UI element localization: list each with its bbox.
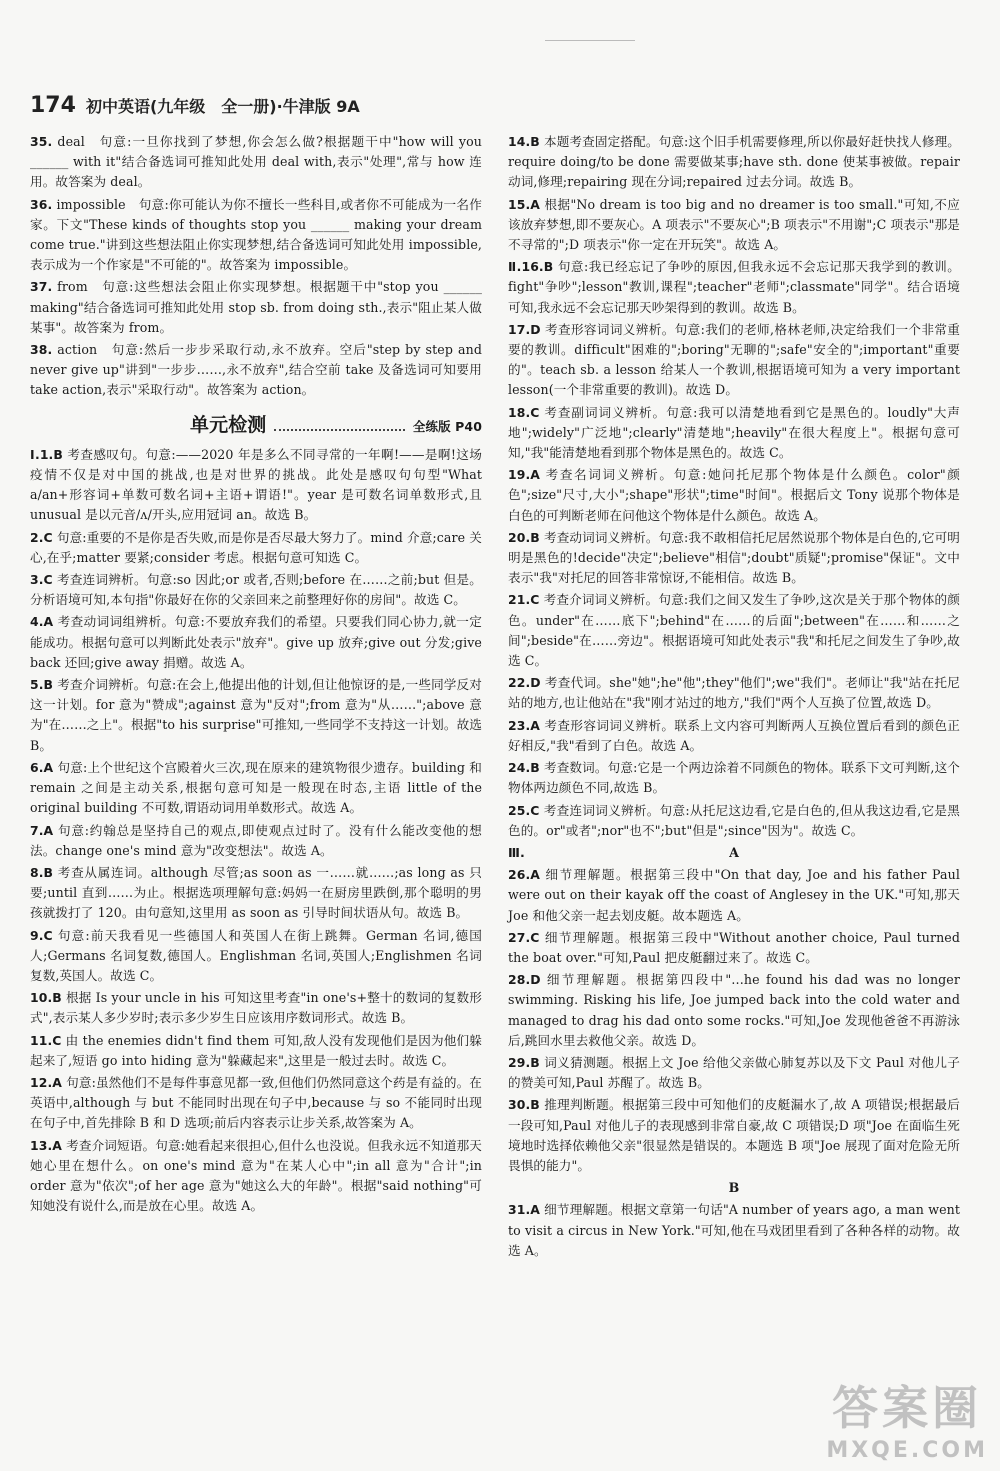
answer-number: 29.B	[508, 1054, 540, 1070]
answer-number: 12.A	[30, 1074, 62, 1090]
answer-number: 14.B	[508, 134, 540, 149]
answer-item	[30, 340, 482, 401]
answer-number: 20.B	[508, 529, 540, 545]
answer-explanation: 词义猜测题。根据上文 Joe 给他父亲做心肺复苏以及下文 Paul 对他儿子的赞美可知,Paul 苏醒了。故选 B。	[508, 1054, 961, 1091]
section-note: 全练版 P40	[412, 418, 482, 434]
answer-number: 23.A	[508, 717, 540, 733]
answer-item	[508, 716, 960, 756]
answer-item	[30, 675, 482, 756]
answer-item	[508, 1200, 960, 1261]
answer-item	[30, 1136, 482, 1217]
watermark	[826, 1372, 988, 1463]
answer-number: 5.B	[30, 677, 54, 693]
answer-number: 36.	[30, 196, 53, 212]
answer-item	[30, 528, 482, 568]
answer-explanation: 细节理解题。根据第三段中"Without another choice, Paul turned the boat over."可知,Paul 把皮艇翻过来了。故选 C。	[508, 929, 960, 965]
answer-item	[508, 758, 960, 798]
answer-item	[30, 132, 482, 193]
answer-explanation: 考查代词。she"她";he"他";they"他们";we"我们"。老师让"我"站在托尼站的地方,也让他站在"我"刚才站过的地方,"我们"两个人互换了位置,故选 D。	[508, 675, 960, 711]
answer-number: 7.A	[30, 822, 54, 838]
answer-item	[30, 758, 482, 819]
part-b-header	[508, 1178, 960, 1198]
answer-item	[508, 1053, 960, 1093]
answer-explanation: 考查介词词义辨析。句意:我们之间又发生了争吵,这次是关于那个物体的颜色。under"在……底下";behind"在……的后面";between"在……和……之间";beside"在……旁边"。根据语境可知此处表示"我"和托尼之间发生了争吵,故选 C。	[508, 592, 960, 669]
answer-explanation: 考查介词短语。句意:她看起来很担心,但什么也没说。但我永远不知道那天她心里在想什么。on one's mind 意为"在某人心中";in all 意为"合计";in order 意为"依次";of her age 意为"她这么大的年龄"。根据"said nothing"可知她没有说什么,而是放在心里。故选 A。	[30, 1137, 482, 1214]
answer-item	[30, 1073, 482, 1134]
part-a-label: A	[729, 844, 739, 860]
answer-explanation: 句意:约翰总是坚持自己的观点,即使观点过时了。没有什么能改变他的想法。change one's mind 意为"改变想法"。故选 A。	[30, 822, 482, 858]
answer-explanation: from 句意:这些想法会阻止你实现梦想。根据题干中"stop you ______ making"结合备选词可推知此处用 stop sb. from doing sth.,表示"阻止某人做某事"。故答案为 from。	[30, 279, 482, 335]
answer-explanation: 句意:前天我看见一些德国人和英国人在街上跳舞。German 名词,德国人;Germans 名词复数,德国人。Englishman 名词,英国人;Englishmen 名词复数,英国人。故选 C。	[30, 927, 482, 983]
answer-explanation: 根据 Is your uncle in his 可知这里考查"in one's+整十的数词的复数形式",表示某人多少岁时;表示多少岁生日应该用序数词形式。故选 B。	[30, 990, 482, 1026]
answer-explanation: 考查形容词词义辨析。句意:我们的老师,格林老师,决定给我们一个非常重要的教训。difficult"困难的";boring"无聊的";safe"安全的";important"重要的"。teach sb. a lesson 给某人一个教训,根据语境可知为 a very important lesson(一个非常重要的教训)。故选 D。	[508, 321, 960, 398]
answer-item	[30, 570, 482, 610]
answer-explanation: 句意:上个世纪这个宫殿着火三次,现在原来的建筑物很少遗存。building 和 remain 之间是主动关系,根据句意可知是一般现在时态,主语 little of the original building 不可数,谓语动词用单数形式。故选 A。	[30, 759, 482, 816]
answer-number: 37.	[30, 279, 53, 295]
answer-item	[508, 132, 960, 193]
answer-item	[508, 403, 960, 464]
answer-number: 31.A	[508, 1202, 540, 1218]
answer-number: Ⅰ.1.B	[30, 446, 63, 462]
answer-number: 22.D	[508, 675, 541, 691]
answer-item	[30, 277, 482, 338]
answer-item	[508, 1095, 960, 1176]
answer-number: 2.C	[30, 529, 53, 545]
answer-item	[508, 465, 960, 526]
part-three-header	[508, 843, 960, 863]
answer-explanation: 考查动词词义辨析。句意:我不敢相信托尼居然说那个物体是白色的,它可明明是黑色的!decide"决定";believe"相信";doubt"质疑";promise"保证"。文中表示"我"对托尼的回答非常惊讶,不能相信。故选 B。	[508, 529, 960, 586]
answer-explanation: 考查从属连词。although 尽管;as soon as 一……就……;as long as 只要;until 直到……为止。根据选项理解句意:妈妈一在厨房里跌倒,那个聪明的男孩就拨打了 120。由句意知,这里用 as soon as 引导时间状语从句。故选 B。	[30, 864, 482, 921]
answer-explanation: 考查形容词词义辨析。联系上文内容可判断两人互换位置后看到的颜色正好相反,"我"看到了白色。故选 A。	[508, 717, 961, 753]
answer-number: 35.	[30, 134, 53, 149]
left-column	[30, 132, 482, 1218]
answer-number: 28.D	[508, 972, 541, 988]
part-b-label: B	[728, 1180, 740, 1196]
answer-number: Ⅱ.16.B	[508, 259, 554, 275]
answer-item	[508, 673, 960, 713]
answer-explanation: 考查连词词义辨析。句意:从托尼这边看,它是白色的,但从我这边看,它是黑色的。or"或者";nor"也不";but"但是";since"因为"。故选 C。	[508, 802, 960, 838]
answer-number: 19.A	[508, 467, 540, 483]
answer-number: 27.C	[508, 929, 540, 945]
answer-number: 38.	[30, 342, 53, 358]
answer-explanation: 考查动词词组辨析。句意:不要放弃我们的希望。只要我们同心协力,就一定能成功。根据句意可以判断此处表示"放弃"。give up 放弃;give out 分发;give back 还回;give away 捐赠。故选 A。	[30, 614, 482, 670]
answer-item	[508, 320, 960, 401]
answer-item	[30, 612, 482, 673]
answer-explanation: 句意:虽然他们不是每件事意见都一致,但他们仍然同意这个药是有益的。在英语中,although 与 but 不能同时出现在句子中,because 与 so 不能同时出现在句子中,首先排除 B 和 D 选项;前后内容表示让步关系,故答案为 A。	[30, 1074, 482, 1131]
watermark-url: MXQE.COM	[826, 1438, 988, 1463]
answer-number: 9.C	[30, 927, 53, 943]
answer-item	[30, 445, 482, 526]
answer-item	[30, 1031, 482, 1071]
section-title: 单元检测	[190, 413, 267, 436]
page-header	[30, 88, 360, 122]
answer-number: 24.B	[508, 760, 540, 776]
answer-explanation: 根据"No dream is too big and no dreamer is too small."可知,不应该放弃梦想,即不要灰心。A 项表示"不要灰心";B 项表示"不用谢";C 项表示"那是不寻常的";D 项表示"你一定在开玩笑"。故选 A。	[508, 196, 961, 253]
answer-number: 3.C	[30, 572, 53, 588]
answer-explanation: 细节理解题。根据第四段中"…he found his dad was no longer swimming. Risking his life, Joe jumped back into the cold water and managed to drag his dad onto some rocks."可知,Joe 发现他爸爸不再游泳后,跳回水里去救他父亲。故选 D。	[508, 972, 960, 1048]
answer-item	[30, 863, 482, 924]
answer-item	[30, 988, 482, 1028]
answer-explanation: 句意:重要的不是你是否失败,而是你是否尽最大努力了。mind 介意;care 关心,在乎;matter 要紧;consider 考虑。根据句意可知选 C。	[30, 529, 482, 565]
answer-explanation: 考查感叹句。句意:——2020 年是多么不同寻常的一年啊!——是啊!这场疫情不仅是对中国的挑战,也是对世界的挑战。此处是感叹句句型"What a/an+形容词+单数可数名词+主语+谓语!"。year 是可数名词单数形式,且 unusual 是以元音/ʌ/开头,应用冠词 an。故选 B。	[30, 446, 482, 523]
top-rule	[545, 40, 635, 41]
answer-number: 6.A	[30, 759, 54, 775]
answer-explanation: 本题考查固定搭配。句意:这个旧手机需要修理,所以你最好赶快找人修理。require doing/to be done 需要做某事;have sth. done 使某事被做。repair 动词,修理;repairing 现在分词;repaired 过去分词。故选 B。	[508, 134, 960, 190]
answer-explanation: 细节理解题。根据文章第一句话"A number of years ago, a man went to visit a circus in New York."可知,他在马戏团里看到了各种各样的动物。故选 A。	[508, 1202, 960, 1258]
answer-explanation: 推理判断题。根据第三段中可知他们的皮艇漏水了,故 A 项错误;根据最后一段可知,Paul 对他儿子的表现感到非常自豪,故 C 项错误;D 项"Joe 在面临生死境地时选择依赖他父亲"很显然是错误的。本题选 B 项"Joe 展现了面对危险无所畏惧的能力"。	[508, 1097, 960, 1173]
answer-number: 25.C	[508, 802, 540, 818]
answer-explanation: 考查连词辨析。句意:so 因此;or 或者,否则;before 在……之前;but 但是。分析语境可知,本句指"你最好在你的父亲回来之前整理好你的房间"。故选 C。	[30, 572, 482, 608]
answer-number: 13.A	[30, 1137, 62, 1153]
right-column	[508, 132, 960, 1263]
section-header	[30, 415, 482, 437]
answer-number: 17.D	[508, 321, 541, 337]
answer-number: 15.A	[508, 196, 540, 212]
answer-number: 21.C	[508, 592, 540, 608]
answer-number: 11.C	[30, 1032, 62, 1048]
answer-item	[508, 970, 960, 1051]
answer-explanation: 细节理解题。根据第三段中"On that day, Joe and his father Paul were out on their kayak off the coast of Anglesey in the UK."可知,那天 Joe 和他父亲一起去划皮艇。故本题选 A。	[508, 867, 960, 923]
answer-explanation: 考查副词词义辨析。句意:我可以清楚地看到它是黑色的。loudly"大声地";widely"广泛地";clearly"清楚地";heavily"在很大程度上"。根据句意可知,"我"能清楚地看到那个物体是黑色的。故选 C。	[508, 404, 960, 461]
answer-explanation: 考查介词辨析。句意:在会上,他提出他的计划,但让他惊讶的是,一些同学反对这一计划。for 意为"赞成";against 意为"反对";from 意为"从……";above 意为"在……之上"。根据"to his surprise"可推知,一些同学不支持这一计划。故选 B。	[30, 677, 483, 753]
answer-item	[508, 528, 960, 589]
answer-item	[508, 801, 960, 841]
answer-item	[508, 865, 960, 926]
answer-explanation: 考查数词。句意:它是一个两边涂着不同颜色的物体。联系下文可判断,这个物体两边颜色不同,故选 B。	[508, 760, 960, 796]
answer-explanation: 由 the enemies didn't find them 可知,敌人没有发现他们是因为他们躲起来了,短语 go into hiding 意为"躲藏起来",这里是一般过去时。故选 C。	[30, 1032, 483, 1068]
answer-number: 4.A	[30, 614, 54, 630]
answer-item	[508, 590, 960, 671]
answer-number: 10.B	[30, 990, 62, 1006]
answer-explanation: deal 句意:一旦你找到了梦想,你会怎么做?根据题干中"how will you ______ with it"结合备选词可推知此处用 deal with,表示"处理",常与 how 连用。故答案为 deal。	[30, 134, 483, 190]
answer-item	[508, 928, 960, 968]
answer-number: 18.C	[508, 404, 540, 420]
answer-item	[30, 821, 482, 861]
answer-item	[30, 195, 482, 276]
answer-item	[508, 257, 960, 318]
answer-number: 26.A	[508, 867, 540, 883]
answer-item	[30, 926, 482, 987]
answer-explanation: 句意:我已经忘记了争吵的原因,但我永远不会忘记那天我学到的教训。fight"争吵";lesson"教训,课程";teacher"老师";classmate"同学"。结合语境可知,我永远不会忘记那天吵架得到的教训。故选 B。	[508, 259, 960, 315]
answer-explanation: 考查名词词义辨析。句意:她问托尼那个物体是什么颜色。color"颜色";size"尺寸,大小";shape"形状";time"时间"。根据后文 Tony 说那个物体是白色的可判断老师在问他这个物体是什么颜色。故选 A。	[508, 467, 960, 523]
section-dots	[274, 417, 404, 431]
part-three-label: Ⅲ.	[508, 844, 525, 860]
answer-explanation: impossible 句意:你可能认为你不擅长一些科目,或者你不可能成为一名作家。下文"These kinds of thoughts stop you ______ making your dream come true."讲到这些想法阻止你实现梦想,结合备选词可知此处用 impossible,表示成为一个作家是"不可能的"。故答案为 impossible。	[30, 196, 482, 273]
page-number: 174	[30, 92, 76, 118]
answer-number: 30.B	[508, 1097, 540, 1113]
answer-explanation: action 句意:然后一步步采取行动,永不放弃。空后"step by step and never give up"讲到"一步步……,永不放弃",结合空前 take 及备选词可知要用 take action,表示"采取行动"。故答案为 action。	[30, 342, 482, 398]
book-title: 初中英语(九年级 全一册)·牛津版 9A	[85, 96, 360, 116]
watermark-logo: 答案圈	[832, 1381, 983, 1435]
answer-item	[508, 195, 960, 256]
answer-number: 8.B	[30, 864, 54, 880]
